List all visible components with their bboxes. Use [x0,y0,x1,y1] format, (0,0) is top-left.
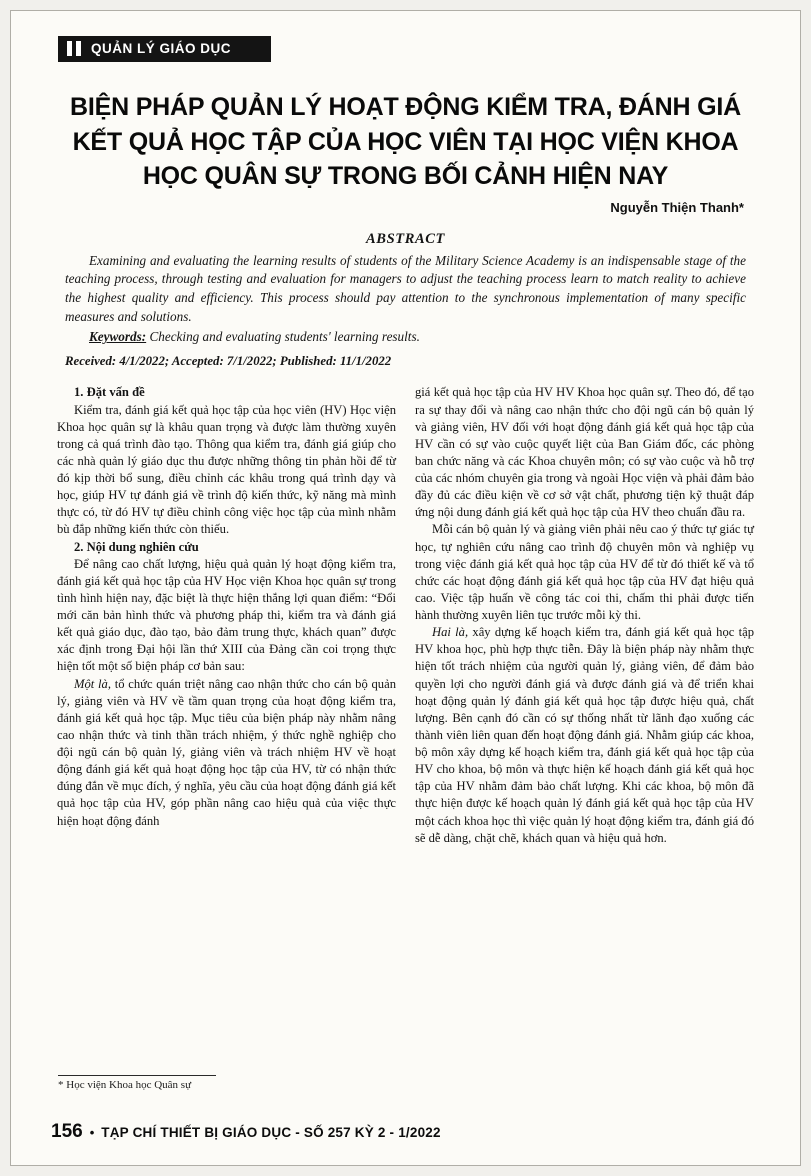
footnote-rule [58,1075,216,1076]
article-body [57,384,754,846]
dates-line: Received: 4/1/2022; Accepted: 7/1/2022; Published: 11/1/2022 [65,354,392,369]
abstract-heading: ABSTRACT [366,230,445,247]
category-label: QUẢN LÝ GIÁO DỤC [91,41,232,56]
footnote [58,1075,216,1091]
page-number: 156 [51,1121,83,1142]
paragraph [415,624,754,847]
section-heading-1: 1. Đặt vấn đề [74,385,145,400]
page-footer [51,1121,441,1143]
category-badge-row [58,36,800,62]
paragraph: giá kết quả học tập của HV HV Khoa học quân sự. Theo đó, để tạo ra sự thay đổi và nâng cao nhận thức cho đội ngũ cán bộ quản lý và giảng viên, HV đối với hoạt động đánh giá kết quả học tập của HV cần có sự vào cuộc quyết liệt của Ban Giám đốc, các phòng ban chức năng và các Khoa chuyên môn; có sự vào cuộc và hỗ trợ của các nhóm chuyên gia trong và ngoài Học viện và phải đảm bảo đầy đủ các điều kiện về cơ sở vật chất, phương tiện kỹ thuật đáp ứng nội dung đánh giá kết quả học tập của HV theo chuẩn đầu ra. [415,385,754,520]
category-badge [58,36,271,62]
keywords-text: Checking and evaluating students' learning results. [146,329,420,345]
keywords-line [65,329,746,345]
footnote-text: * Học viện Khoa học Quân sự [58,1079,192,1091]
author-name: Nguyễn Thiện Thanh* [610,199,744,215]
paragraph [57,676,396,830]
paragraph-text: xây dựng kế hoạch kiểm tra, đánh giá kết quả học tập HV khoa học, phù hợp thực tiễn. Đây là biện pháp này nhằm thực hiện tốt trách nhiệm của người quản lý, giảng viên, để đảm bảo quyền lợi cho người đánh giá và được đánh giá và để triển khai hoạt động quản lý đánh giá kết quả học tập được hiệu quả, chất lượng. Bên cạnh đó cần có sự thống nhất từ lãnh đạo xuống các thành viên liên quan đến hoạt động đánh giá. Nhằm giúp các khoa, bộ môn xây dựng kế hoạch kiểm tra, đánh giá kết quả học tập của HV cho khoa, bộ môn và thực hiện kế hoạch đánh giá kết quả học tập của HV nhằm đảm bảo chất lượng. Khi các khoa, bộ môn đã thực hiện được kế hoạch quản lý đánh giá kết quả học tập của HV một cách khoa học thì việc quản lý hoạt động kiểm tra, đánh giá đó sẽ dễ dàng, chặt chẽ, khách quan và hiệu quả hơn. [415,625,754,845]
abstract-section [65,231,746,370]
section-heading-2: 2. Nội dung nghiên cứu [74,539,199,554]
paragraph-lead: Hai là, [432,625,469,640]
article-title: BIỆN PHÁP QUẢN LÝ HOẠT ĐỘNG KIỂM TRA, ĐÁNH GIÁ KẾT QUẢ HỌC TẬP CỦA HỌC VIÊN TẠI HỌC VIỆN KHOA HỌC QUÂN SỰ TRONG BỐI CẢNH HIỆN NAY [70,93,741,190]
journal-title: TẠP CHÍ THIẾT BỊ GIÁO DỤC - SỐ 257 KỲ 2 - 1/2022 [101,1125,441,1140]
paragraph-text: tổ chức quán triệt nâng cao nhận thức cho cán bộ quản lý, giảng viên và HV về tầm quan trọng của hoạt động kiểm tra, đánh giá kết quả học tập. Mục tiêu của biện pháp này nhằm nâng cao nhận thức và tinh thần trách nhiệm, ý thức nghề nghiệp cho đội ngũ cán bộ quản lý, giảng viên và trách nhiệm HV về hoạt động đánh giá kết quả hoạt động học tập của HV, từ có nhận thức đúng đắn về mục đích, ý nghĩa, yêu cầu của hoạt động đánh giá kết quả học tập của HV, góp phần nâng cao hiệu quả của việc thực hiện hoạt động đánh [57,676,396,828]
paragraph-lead: Một là, [74,676,111,691]
bullet-separator: • [89,1125,95,1140]
paragraph: Kiểm tra, đánh giá kết quả học tập của học viên (HV) Học viện Khoa học quân sự là khâu quan trọng và được làm thường xuyên trong cả quá trình đào tạo. Thông qua kiểm tra, đánh giá giúp cho các nhà quản lý giáo dục thu được những thông tin phản hồi để từ đó kịp thời bổ sung, điều chỉnh các khâu trong quá trình dạy và học, giúp HV tự đánh giá về trình độ kiến thức, kỹ năng mà mình thực có, từ đó HV tự điều chỉnh công việc học tập của mình nhằm bù đắp những kiến thức còn thiếu. [57,402,396,537]
keywords-label: Keywords: [89,329,147,345]
paragraph: Mỗi cán bộ quản lý và giảng viên phải nêu cao ý thức tự giác tự học, tự nghiên cứu nâng cao trình độ chuyên môn và nghiệp vụ trong việc đánh giá kết quả học tập của HV để từ đó thiết kế và tổ chức các hoạt động đánh giá kết quả học tập của HV đạt hiệu quả cao. Việc tập huấn về công tác coi thi, chấm thi phải được tiến hành thường xuyên liên tục trước mỗi kỳ thi. [415,522,754,623]
right-column [415,384,754,846]
abstract-text: Examining and evaluating the learning results of students of the Military Science Academy is an indispensable stage of the teaching process, through testing and evaluation for managers to adjust the teaching process learn to match reality to achieve the highest quality and efficiency. This process should pay attention to the synchronous implementation of many specific measures and solutions. [65,252,746,324]
paragraph: Để nâng cao chất lượng, hiệu quả quản lý hoạt động kiểm tra, đánh giá kết quả học tập của HV Học viện Khoa học quân sự trong tình hình hiện nay, đặc biệt là thực hiện thắng lợi quan điểm: “Đổi mới căn bản hình thức và phương pháp thi, kiểm tra và đánh giá kết quả giáo dục, đào tạo, bảo đảm trung thực, khách quan” được xác định trong Đại hội lần thứ XIII của Đảng cần coi trọng thực hiện tốt một số biện pháp cơ bản sau: [57,556,396,674]
bars-icon [67,41,81,56]
journal-page [10,10,801,1166]
left-column [57,384,396,846]
